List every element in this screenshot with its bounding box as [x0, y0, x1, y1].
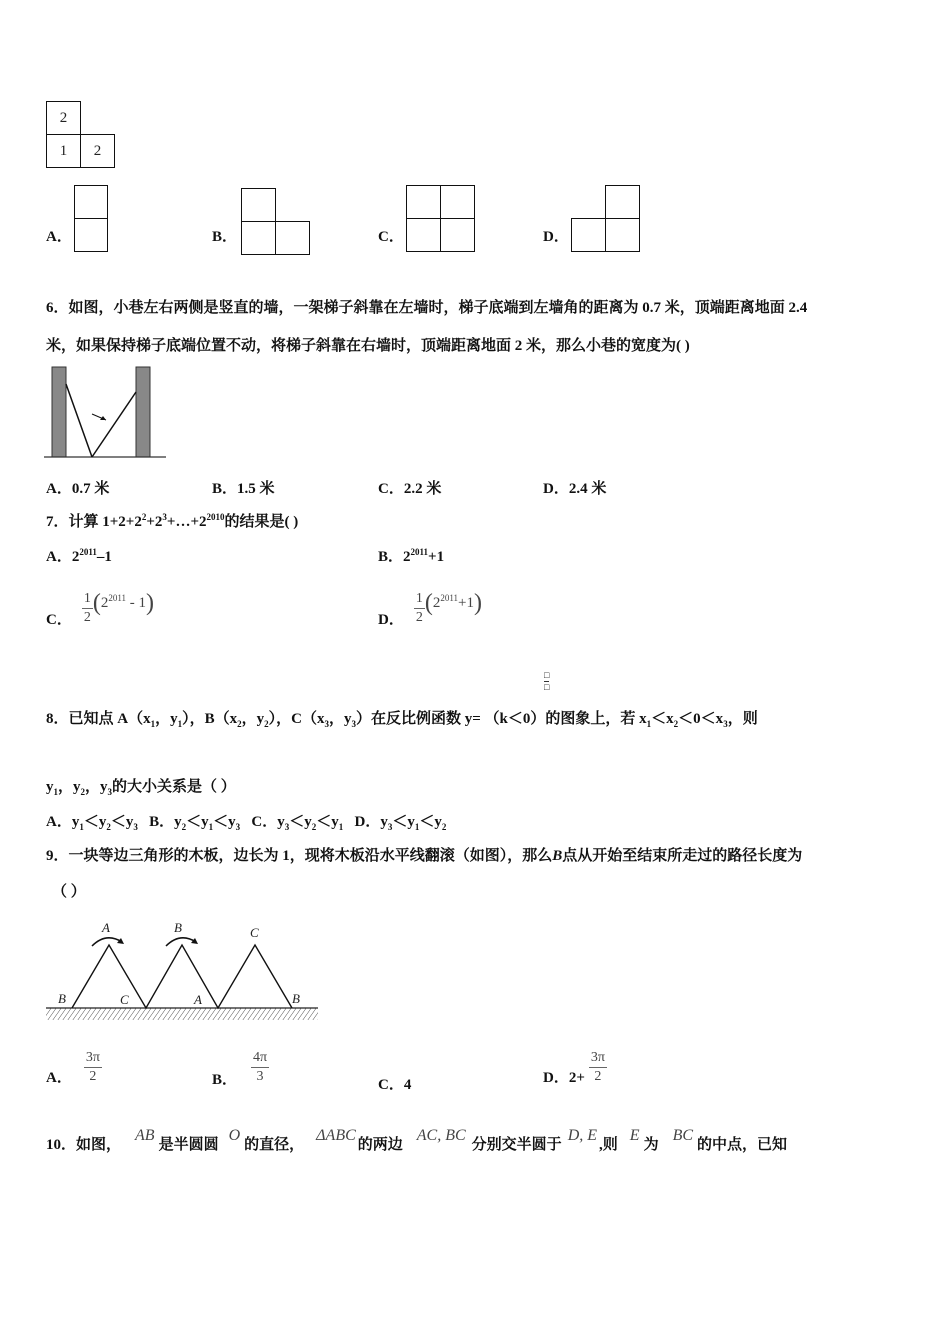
figure-label: B: [174, 920, 182, 935]
view-cell: [275, 221, 310, 255]
view-cell: [406, 218, 441, 252]
view-cell: [440, 185, 475, 219]
q6-ladder-figure: [44, 366, 168, 460]
figure-label: B: [292, 991, 300, 1006]
view-cell: [241, 188, 276, 222]
q7-option-a: A．$2^{2011}-1$: [46, 547, 112, 565]
top-view-cell: 2: [80, 134, 115, 168]
q6-option-c: C．2.2 米: [378, 481, 442, 497]
view-cell: [605, 185, 640, 219]
option-label: D．: [543, 229, 569, 245]
q6-stem-line1: 6．如图，小巷左右两侧是竖直的墙，一架梯子斜靠在左墙时，梯子底端到左墙角的距离为 0.7 米，顶端距离地面 2.4: [46, 300, 808, 316]
q9-rolling-triangle-figure: [44, 918, 320, 1026]
q7-option-d: D． $\frac{1}{2}$ ( $2^{2011}+1$ ): [378, 590, 482, 628]
q8-option-a: A．$y_1<y_2<y_3$: [46, 814, 138, 832]
rotation-arrow-head-2: [191, 938, 198, 944]
q8-option-d: D．$y_3<y_1<y_2$: [354, 814, 447, 832]
q8-fraction-k-over-x: □ □: [544, 670, 550, 692]
view-cell: [74, 185, 108, 219]
left-wall: [52, 367, 66, 457]
figure-label: C: [120, 992, 129, 1007]
q9-option-d: D．2+ $\frac{3\pi}{2}$: [543, 1050, 605, 1086]
q9-stem-line2: （ ）: [52, 884, 86, 900]
q6-option-a: A．0.7 米: [46, 481, 110, 497]
rotation-arrow-2: [166, 938, 196, 946]
q7-option-b: B．$2^{2011}+1$: [378, 547, 445, 565]
figure-label: B: [58, 991, 66, 1006]
q8-stem-line1: 8．已知点 $A(x_1$，$y_1$），$B(x_2$，$y_2$），$C(x_3$，$y_3$）在反比例函数 y= （k＜0）的图象上，若 $x_1<x_2<0<x_3$，则: [46, 711, 758, 729]
q8-stem-line2: $y_1$，$y_2$，$y_3$的大小关系是（ ）: [46, 779, 236, 797]
right-wall: [136, 367, 150, 457]
top-view-cell: 2: [46, 101, 81, 135]
q10-stem: 10．如图，AB是半圆圆O的直径，ΔABC的两边AC, BC分别交半圆于D, E,则E为BC的中点，已知: [46, 1127, 788, 1153]
q7-stem: 7．计算 $1+2+2^2+2^3+\dots+2^{2010}$的结果是( ): [46, 512, 299, 530]
q9-stem-line1: 9．一块等边三角形的木板，边长为 1，现将木板沿水平线翻滚（如图），那么B点从开始至结束所走过的路径长度为: [46, 848, 803, 864]
q6-option-b: B．1.5 米: [212, 481, 275, 497]
option-label: A．: [46, 229, 72, 245]
figure-label: A: [102, 920, 110, 935]
option-label: C．: [378, 229, 404, 245]
q8-option-c: C．$y_3<y_2<y_1$: [251, 814, 344, 832]
q8-option-b: B．$y_2<y_1<y_3$: [149, 814, 241, 832]
rotation-arrow-1: [92, 938, 122, 946]
view-cell: [74, 218, 108, 252]
view-cell: [440, 218, 475, 252]
top-view-cell: 1: [46, 134, 81, 168]
option-label: B．: [212, 229, 238, 245]
figure-label: A: [194, 992, 202, 1007]
q6-option-d: D．2.4 米: [543, 481, 607, 497]
view-cell: [241, 221, 276, 255]
q8-options: [46, 810, 446, 831]
view-cell: [605, 218, 640, 252]
q9-option-b: B． $\frac{4\pi}{3}$: [212, 1050, 268, 1088]
triangle-outline: [72, 945, 292, 1008]
q9-option-c: C．4: [378, 1077, 412, 1093]
figure-label: C: [250, 925, 259, 940]
view-cell: [571, 218, 606, 252]
q7-option-c: C． $\frac{1}{2}$ ( $2^{2011} - 1$ ): [46, 590, 155, 628]
rotation-arrow-head-1: [117, 938, 124, 944]
q9-option-a: A． $\frac{3\pi}{2}$: [46, 1050, 100, 1086]
ground-hatch: [46, 1008, 318, 1020]
q6-stem-line2: 米，如果保持梯子底端位置不动，将梯子斜靠在右墙时，顶端距离地面 2 米，那么小巷的宽度为( ): [46, 338, 690, 354]
view-cell: [406, 185, 441, 219]
ladder-right: [92, 392, 136, 457]
ladder-left: [66, 384, 92, 457]
